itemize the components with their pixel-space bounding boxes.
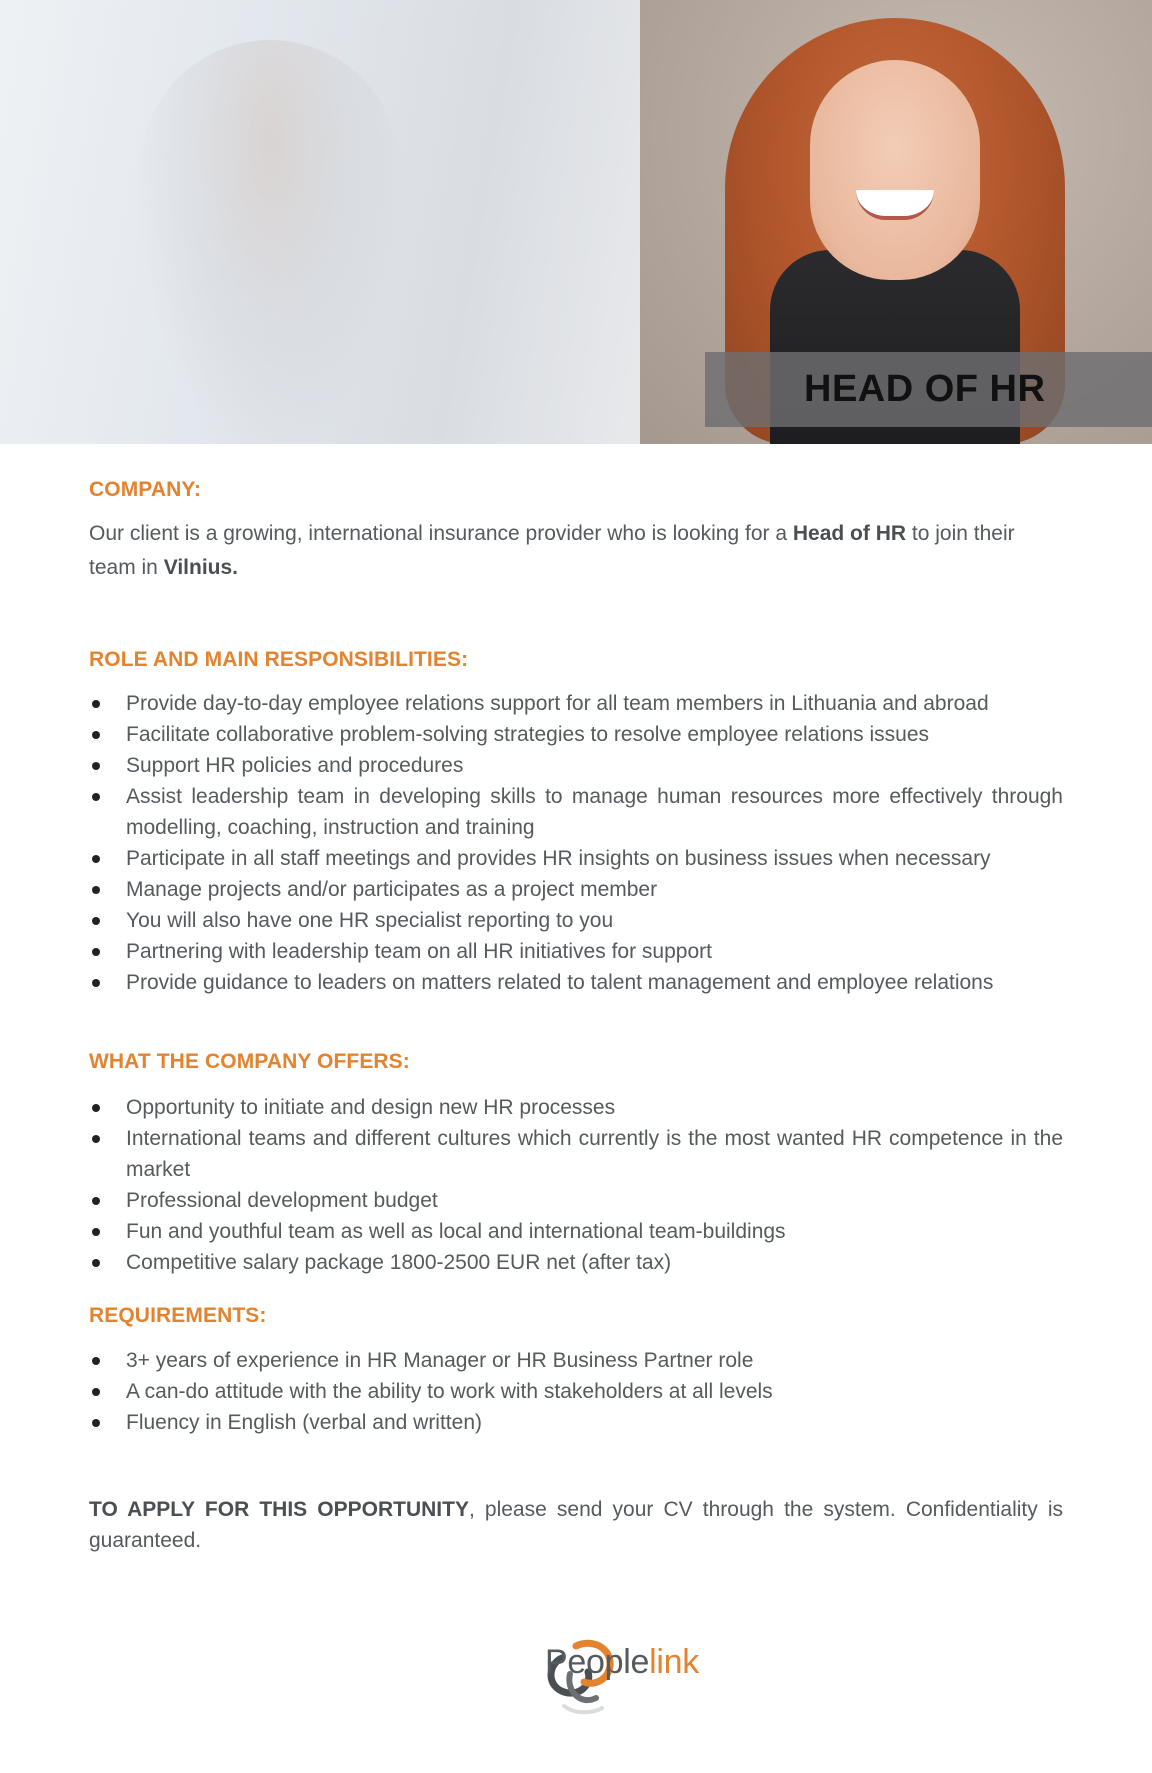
list-item: 3+ years of experience in HR Manager or HR Business Partner role [89, 1345, 1063, 1376]
responsibilities-list [89, 688, 1063, 998]
bullet-icon [92, 1197, 100, 1205]
bullet-icon [92, 979, 100, 987]
list-item: International teams and different cultures which currently is the most wanted HR competence in the market [89, 1123, 1063, 1185]
apply-bold: TO APPLY FOR THIS OPPORTUNITY [89, 1498, 469, 1521]
bullet-icon [92, 1135, 100, 1143]
company-text-start: Our client is a growing, international insurance provider who is looking for a [89, 522, 793, 545]
company-role: Head of HR [792, 522, 907, 545]
hero-reflection [140, 40, 400, 444]
bullet-icon [92, 1357, 100, 1365]
bullet-icon [92, 1388, 100, 1396]
list-item: Facilitate collaborative problem-solving strategies to resolve employee relations issues [89, 719, 1063, 750]
list-item: Partnering with leadership team on all HR initiatives for support [89, 936, 1063, 967]
bullet-icon [92, 1228, 100, 1236]
bullet-icon [92, 1419, 100, 1427]
peoplelink-logo-text: Peoplelink [545, 1643, 699, 1681]
list-item: Provide guidance to leaders on matters related to talent management and employee relations [89, 967, 1063, 998]
list-item: Assist leadership team in developing skills to manage human resources more effectively through modelling, coaching, instruction and training [89, 781, 1063, 843]
hero-person-face [810, 60, 980, 280]
offers-heading: WHAT THE COMPANY OFFERS: [89, 1050, 410, 1073]
list-item: Participate in all staff meetings and provides HR insights on business issues when necessary [89, 843, 1063, 874]
company-text-middle: to join their team in [89, 522, 1015, 579]
bullet-icon [92, 855, 100, 863]
requirements-heading: REQUIREMENTS: [89, 1304, 267, 1327]
responsibilities-heading: ROLE AND MAIN RESPONSIBILITIES: [89, 648, 469, 671]
list-item: Competitive salary package 1800-2500 EUR net (after tax) [89, 1247, 1063, 1278]
company-city: Vilnius. [163, 556, 239, 579]
list-item: Manage projects and/or participates as a project member [89, 874, 1063, 905]
company-heading: COMPANY: [89, 478, 202, 501]
bullet-icon [92, 762, 100, 770]
list-item: Fun and youthful team as well as local and international team-buildings [89, 1216, 1063, 1247]
offers-list [89, 1092, 1063, 1278]
bullet-icon [92, 1259, 100, 1267]
bullet-icon [92, 731, 100, 739]
bullet-icon [92, 886, 100, 894]
list-item: Fluency in English (verbal and written) [89, 1407, 1063, 1438]
hero-banner [0, 0, 1152, 444]
list-item: Professional development budget [89, 1185, 1063, 1216]
list-item: A can-do attitude with the ability to work with stakeholders at all levels [89, 1376, 1063, 1407]
list-item: Opportunity to initiate and design new HR processes [89, 1092, 1063, 1123]
requirements-list [89, 1345, 1063, 1438]
bullet-icon [92, 1104, 100, 1112]
bullet-icon [92, 917, 100, 925]
page-title: HEAD OF HR [804, 368, 1046, 410]
apply-instructions [89, 1494, 1063, 1556]
list-item: Support HR policies and procedures [89, 750, 1063, 781]
list-item: You will also have one HR specialist reporting to you [89, 905, 1063, 936]
bullet-icon [92, 793, 100, 801]
bullet-icon [92, 700, 100, 708]
apply-text: , please send your CV through the system. Confidentiality is guaranteed. [89, 1498, 1063, 1552]
company-description [89, 517, 1063, 585]
bullet-icon [92, 948, 100, 956]
list-item: Provide day-to-day employee relations support for all team members in Lithuania and abroad [89, 688, 1063, 719]
